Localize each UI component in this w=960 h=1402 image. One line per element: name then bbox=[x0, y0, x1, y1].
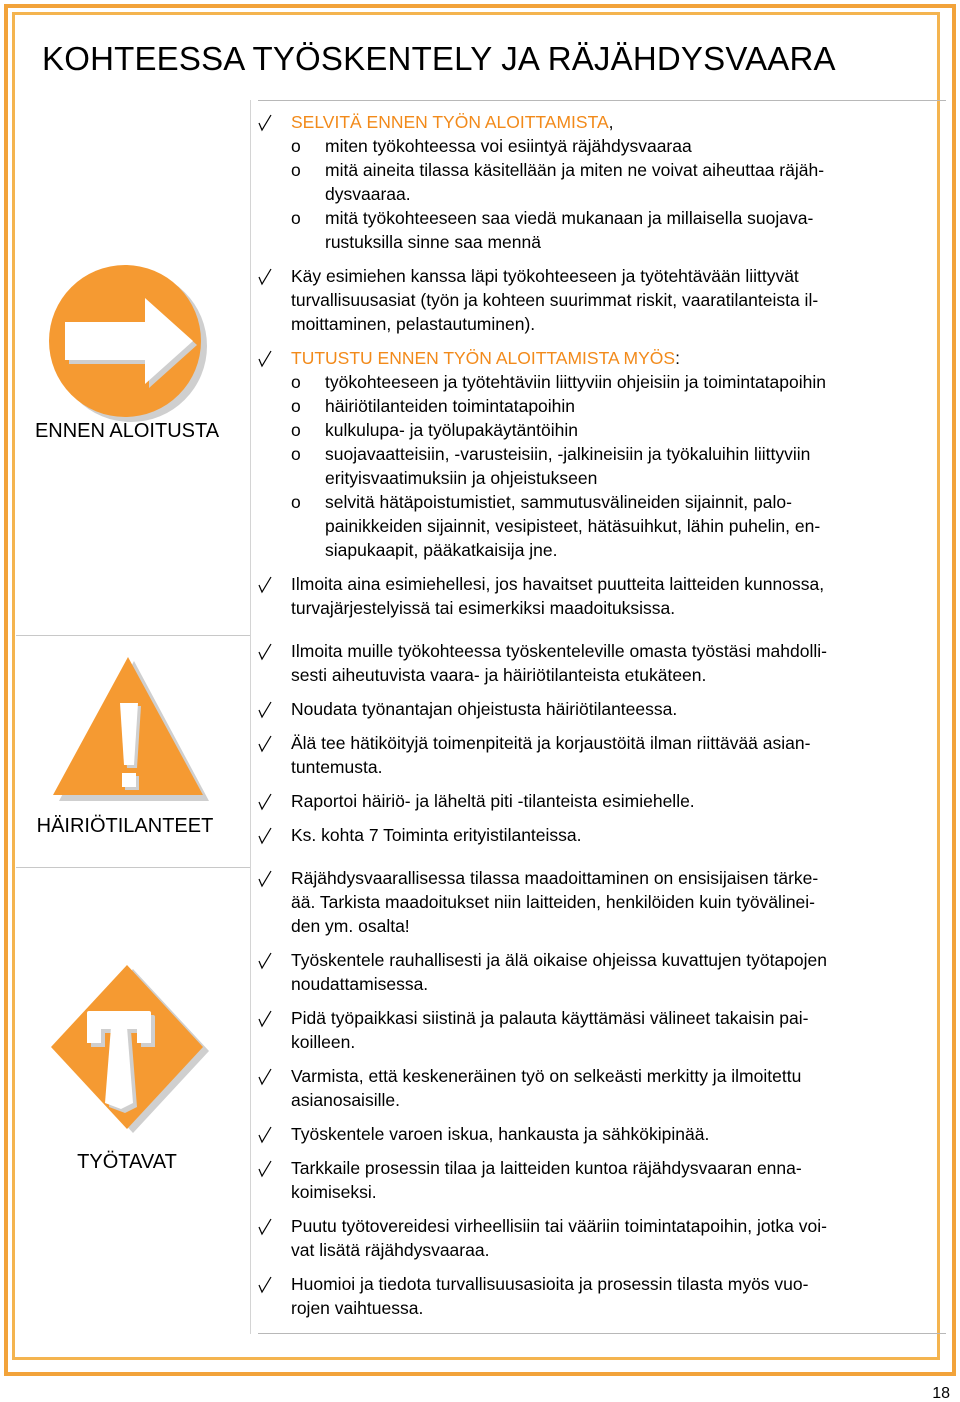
checkmark-bullet-icon bbox=[258, 1159, 272, 1179]
section-heading: TUTUSTU ENNEN TYÖN ALOITTAMISTA MYÖS bbox=[291, 348, 676, 368]
sidebar-divider bbox=[250, 100, 251, 1334]
list-item: Ilmoita muille työkohteessa työskenteleville omasta työstäsi mahdolli- sesti aiheutuvista vaara- ja häiriötilanteista etukäteen. bbox=[258, 639, 948, 687]
sub-list-item: o työkohteeseen ja työtehtäviin liittyviin ohjeisiin ja toimintatapoihin bbox=[291, 372, 826, 392]
checkmark-bullet-icon bbox=[258, 113, 272, 133]
sidebar-section-divider bbox=[16, 635, 250, 636]
list-item: Huomioi ja tiedota turvallisuusasioita ja prosessin tilasta myös vuo- rojen vaihtuessa. bbox=[258, 1272, 948, 1320]
checkmark-bullet-icon bbox=[258, 349, 272, 369]
checkmark-bullet-icon bbox=[258, 267, 272, 287]
sidebar-section-label: ENNEN ALOITUSTA bbox=[34, 420, 220, 442]
list-item: Ks. kohta 7 Toiminta erityistilanteissa. bbox=[258, 823, 948, 847]
bottom-divider bbox=[258, 1333, 946, 1334]
sub-list-item: o kulkulupa- ja työlupakäytäntöihin bbox=[291, 420, 578, 440]
sub-list-item: o selvitä hätäpoistumistiet, sammutusvälineiden sijainnit, palo- painikkeiden sijainnit, vesipisteet, hätäsuihkut, lähin puhelin, en- siapukaapit, pääkatkaisija jne. bbox=[291, 492, 821, 560]
wrench-diamond-icon bbox=[43, 963, 213, 1144]
checkmark-bullet-icon bbox=[258, 792, 272, 812]
list-item: Räjähdysvaarallisessa tilassa maadoittaminen on ensisijaisen tärke- ää. Tarkista maadoitukset niin laitteiden, henkilöiden kuin työvälinei- den ym. osalta! bbox=[258, 866, 948, 938]
list-item: Työskentele varoen iskua, hankausta ja sähkökipinää. bbox=[258, 1122, 948, 1146]
list-item: Tarkkaile prosessin tilaa ja laitteiden kuntoa räjähdysvaaran enna- koimiseksi. bbox=[258, 1156, 948, 1204]
title-divider bbox=[258, 100, 946, 101]
list-item: Ilmoita aina esimiehellesi, jos havaitset puutteita laitteiden kunnossa, turvajärjestelyissä tai esimerkiksi maadoituksissa. bbox=[258, 572, 948, 620]
list-item: SELVITÄ ENNEN TYÖN ALOITTAMISTA, bbox=[258, 110, 948, 134]
page-title: KOHTEESSA TYÖSKENTELY JA RÄJÄHDYSVAARA bbox=[42, 40, 836, 77]
list-item: Työskentele rauhallisesti ja älä oikaise ohjeissa kuvattujen työtapojen noudattamisessa. bbox=[258, 948, 948, 996]
sub-list-item: o miten työkohteessa voi esiintyä räjähdysvaaraa bbox=[291, 136, 692, 156]
list-item: Puutu työtovereidesi virheellisiin tai vääriin toimintatapoihin, jotka voi- vat lisätä räjähdysvaaraa. bbox=[258, 1214, 948, 1262]
checkmark-bullet-icon bbox=[258, 1275, 272, 1295]
list-item: Pidä työpaikkasi siistinä ja palauta käyttämäsi välineet takaisin pai- koilleen. bbox=[258, 1006, 948, 1054]
sidebar-section-label: HÄIRIÖTILANTEET bbox=[36, 815, 214, 837]
checkmark-bullet-icon bbox=[258, 869, 272, 889]
list-item: Älä tee hätiköityjä toimenpiteitä ja korjaustöitä ilman riittävää asian- tuntemusta. bbox=[258, 731, 948, 779]
checkmark-bullet-icon bbox=[258, 1217, 272, 1237]
checkmark-bullet-icon bbox=[258, 700, 272, 720]
checkmark-bullet-icon bbox=[258, 642, 272, 662]
list-item: TUTUSTU ENNEN TYÖN ALOITTAMISTA MYÖS: bbox=[258, 346, 948, 370]
list-item: Noudata työnantajan ohjeistusta häiriötilanteessa. bbox=[258, 697, 948, 721]
warning-triangle-icon bbox=[46, 655, 212, 812]
sub-list-item: o mitä aineita tilassa käsitellään ja miten ne voivat aiheuttaa räjäh- dysvaaraa. bbox=[291, 160, 825, 204]
checkmark-bullet-icon bbox=[258, 1067, 272, 1087]
sidebar-section-label: TYÖTAVAT bbox=[77, 1151, 177, 1173]
sub-list-item: o suojavaatteisiin, -varusteisiin, -jalkineisiin ja työkaluihin liittyviin erityisvaatimuksiin ja ohjeistukseen bbox=[291, 444, 811, 488]
arrow-right-circle-icon bbox=[47, 264, 207, 429]
sub-list-item: o mitä työkohteeseen saa viedä mukanaan ja millaisella suojava- rustuksilla sinne saa mennä bbox=[291, 208, 814, 252]
list-item: Käy esimiehen kanssa läpi työkohteeseen ja työtehtävään liittyvät turvallisuusasiat (työn ja kohteen suurimmat riskit, vaaratilanteista il- moittaminen, pelastautuminen). bbox=[258, 264, 948, 336]
instruction-list bbox=[258, 110, 948, 1320]
checkmark-bullet-icon bbox=[258, 826, 272, 846]
checkmark-bullet-icon bbox=[258, 951, 272, 971]
list-item: Varmista, että keskeneräinen työ on selkeästi merkitty ja ilmoitettu asianosaisille. bbox=[258, 1064, 948, 1112]
section-heading: SELVITÄ ENNEN TYÖN ALOITTAMISTA bbox=[291, 112, 609, 132]
sidebar-section-divider bbox=[16, 867, 250, 868]
checkmark-bullet-icon bbox=[258, 1009, 272, 1029]
checkmark-bullet-icon bbox=[258, 1125, 272, 1145]
checkmark-bullet-icon bbox=[258, 575, 272, 595]
list-item: Raportoi häiriö- ja läheltä piti -tilanteista esimiehelle. bbox=[258, 789, 948, 813]
checkmark-bullet-icon bbox=[258, 734, 272, 754]
sub-list-item: o häiriötilanteiden toimintatapoihin bbox=[291, 396, 576, 416]
page-number: 18 bbox=[932, 1385, 950, 1402]
